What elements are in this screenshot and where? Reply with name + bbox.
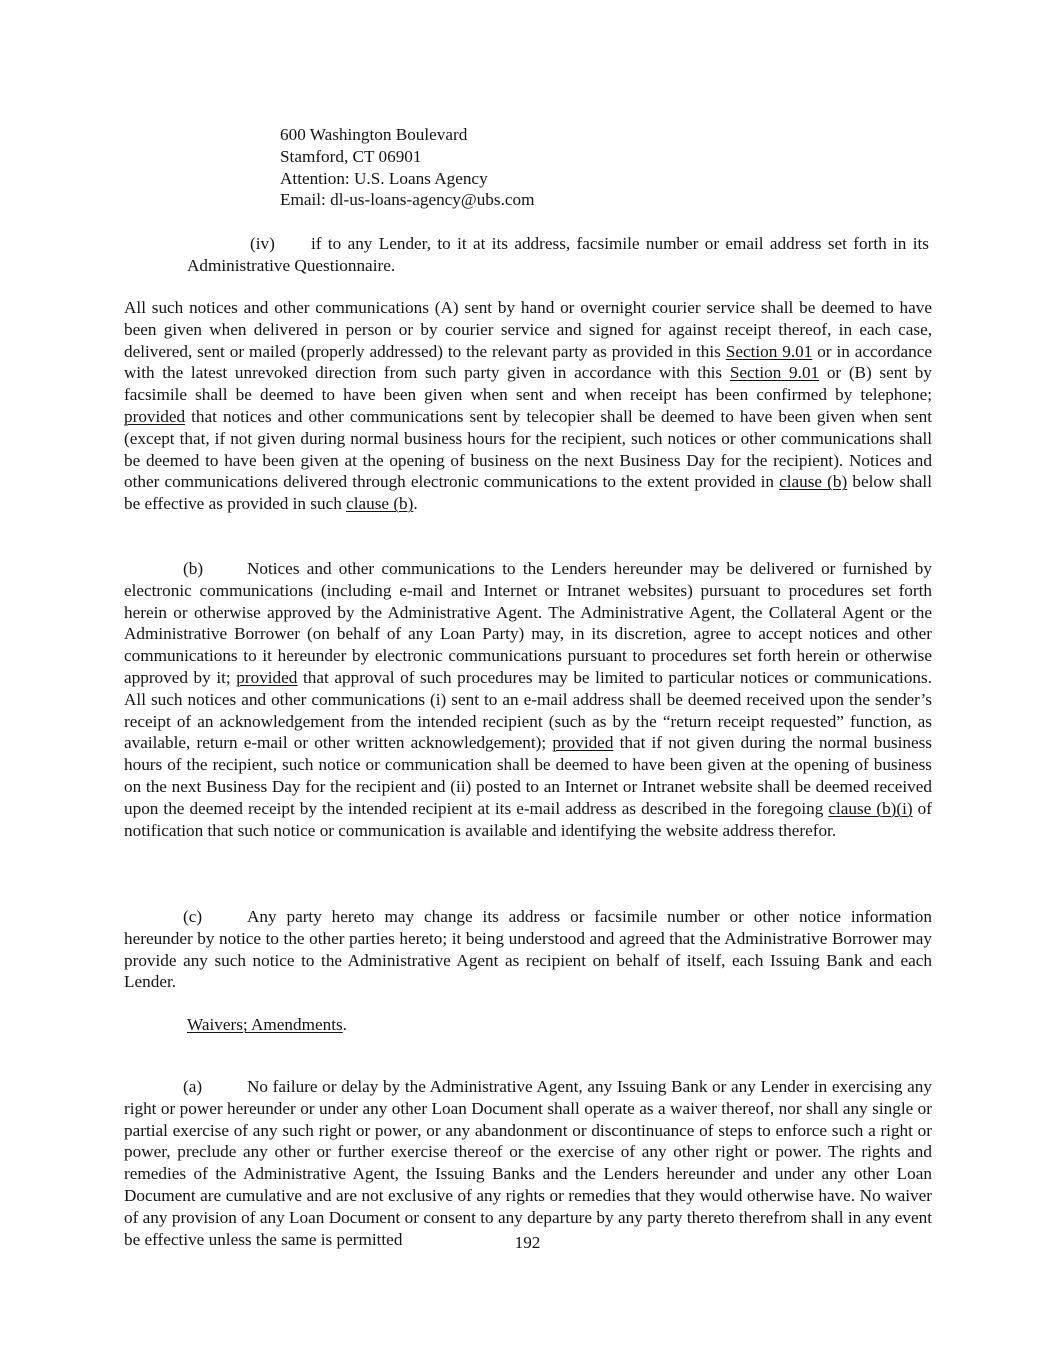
paragraph-b-label: (b) — [183, 559, 204, 578]
section-heading-period: . — [342, 1015, 347, 1034]
cross-reference-section-9-01: Section 9.01 — [725, 341, 813, 361]
provided-term: provided — [552, 733, 614, 753]
text-run: below shall be effective as provided in such — [124, 472, 932, 514]
cross-reference-clause-b: clause (b) — [779, 472, 848, 492]
address-attention: Attention: U.S. Loans Agency — [280, 168, 488, 188]
section-heading — [187, 1014, 347, 1036]
paragraph-c — [124, 906, 932, 993]
address-city: Stamford, CT 06901 — [280, 146, 422, 166]
paragraph-c-label: (c) — [183, 907, 203, 926]
paragraph-a-text: No failure or delay by the Administrative Agent, any Issuing Bank or any Lender in exercising any right or power hereunder or under any other Loan Document shall operate as a waiver thereof, nor shall any single or partial exercise of any such right or power, or any abandonment or discontinuance of steps to enforce such a right or power, preclude any other or further exercise thereof or the exercise of any other right or power. The rights and remedies of the Administrative Agent, the Issuing Banks and the Lenders hereunder and under any other Loan Document are cumulative and are not exclusive of any rights or remedies that they would otherwise have. No waiver of any provision of any Loan Document or consent to any departure by any party thereto therefrom shall in any event be effective unless the same is permitted — [124, 1077, 932, 1249]
text-run: All such notices and other communications (A) sent by hand or overnight courier service shall be deemed to have been given when delivered in person or by courier service and signed for against receipt thereof, in each case, delivered, sent or mailed (properly addressed) to the relevant party as provided in this — [124, 298, 932, 361]
text-run: of notification that such notice or communication is available and identifying the website address therefor. — [124, 798, 932, 840]
text-run: or in accordance with the latest unrevoked direction from such party given in accordance with this — [124, 341, 932, 383]
clause-iv — [187, 233, 929, 277]
paragraph-b — [124, 558, 932, 841]
text-run: that if not given during the normal business hours of the recipient, such notice or communication shall be deemed to have been given at the opening of business on the next Business Day for the recipient and (ii) posted to an Internet or Intranet website shall be deemed received upon the deemed receipt by the intended recipient at its e-mail address as described in the foregoing — [124, 733, 932, 818]
cross-reference-section-9-01: Section 9.01 — [729, 363, 820, 383]
text-run: or (B) sent by facsimile shall be deemed to have been given when sent and when receipt has been confirmed by telephone; — [124, 363, 932, 405]
cross-reference-clause-b: clause (b) — [346, 494, 414, 514]
paragraph-c-text: Any party hereto may change its address or facsimile number or other notice information hereunder by notice to the other parties hereto; it being understood and agreed that the Administrative Borrower may provide any such notice to the Administrative Agent as recipient on behalf of itself, each Issuing Bank and each Lender. — [124, 907, 932, 992]
cross-reference-clause-b-i: clause (b)(i) — [828, 798, 913, 818]
paragraph-a-label: (a) — [183, 1077, 203, 1096]
text-run: that approval of such procedures may be limited to particular notices or communications. All such notices and other communications (i) sent to an e-mail address shall be deemed received upon the sender’s receipt of an acknowledgement from the intended recipient (such as by the “return receipt requested” function, as available, return e-mail or other written acknowledgement); — [124, 667, 932, 753]
provided-term: provided — [124, 406, 186, 426]
page-number: 192 — [514, 1233, 541, 1252]
clause-iv-label: (iv) — [250, 234, 275, 253]
address-block — [280, 124, 920, 211]
address-street: 600 Washington Boulevard — [280, 125, 468, 144]
text-run: Notices and other communications to the Lenders hereunder may be delivered or furnished by electronic communications (including e-mail and Internet or Intranet websites) pursuant to procedures set forth herein or otherwise approved by the Administrative Agent. The Administrative Agent, the Collateral Agent or the Administrative Borrower (on behalf of any Loan Party) may, in its discretion, agree to accept notices and other communications to it hereunder by electronic communications pursuant to procedures set forth herein or otherwise approved by it; — [124, 559, 932, 687]
paragraph-all-such-notices — [124, 297, 932, 515]
text-run: . — [413, 494, 418, 514]
section-heading-title: Waivers; Amendments — [187, 1015, 343, 1034]
text-run: that notices and other communications sent by telecopier shall be deemed to have been given when sent (except that, if not given during normal business hours for the recipient, such notices or other communications shall be deemed to have been given at the opening of business on the next Business Day for the recipient). Notices and other communications delivered through electronic communications to the extent provided in — [124, 406, 932, 492]
address-email: Email: dl-us-loans-agency@ubs.com — [280, 190, 535, 210]
paragraph-a — [124, 1076, 932, 1250]
clause-iv-text: if to any Lender, to it at its address, facsimile number or email address set forth in its Administrative Questionnaire. — [187, 234, 929, 275]
provided-term: provided — [236, 667, 298, 687]
